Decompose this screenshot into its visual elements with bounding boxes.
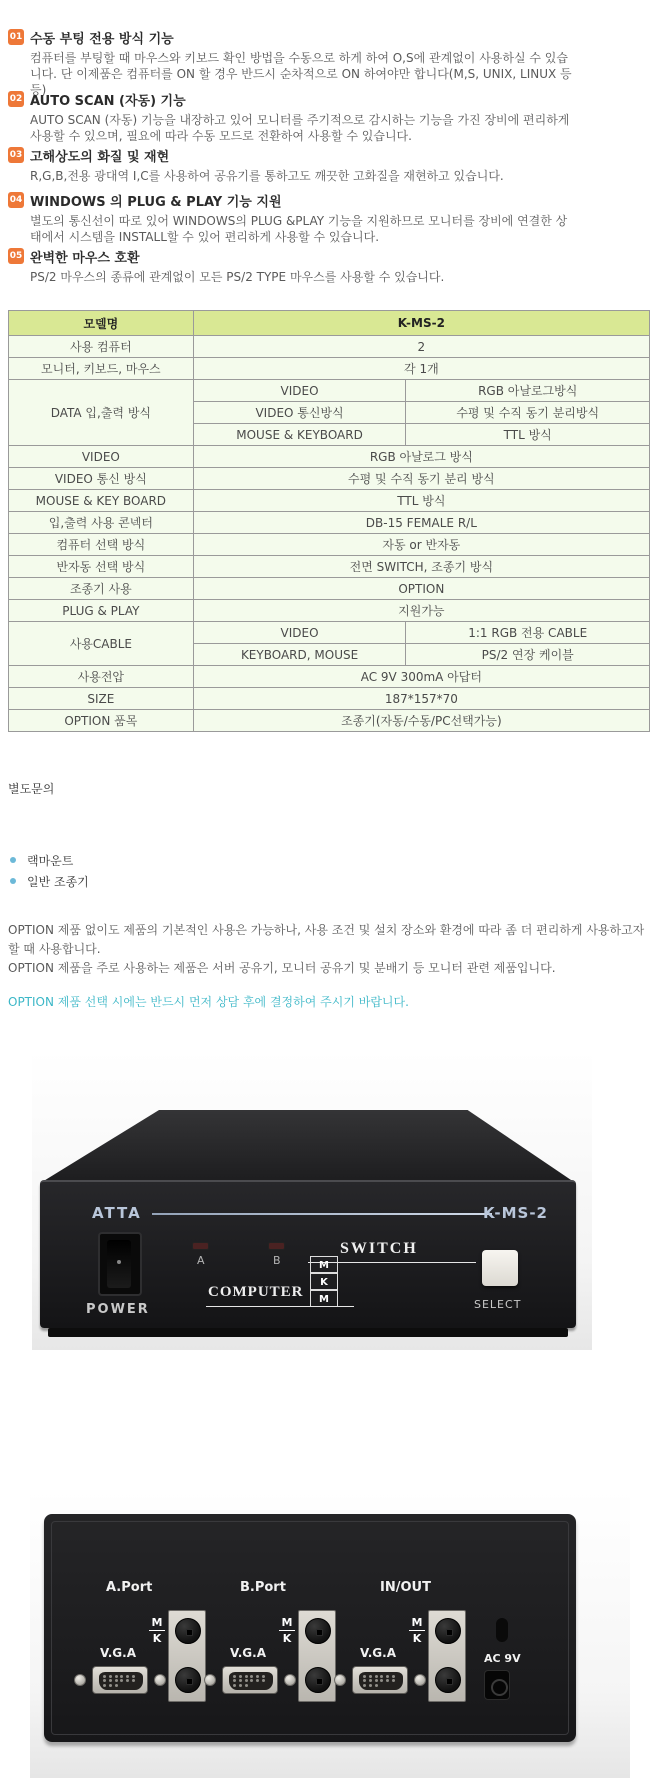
product-photo-front: [32, 1050, 592, 1350]
row-value: 조종기(자동/수동/PC선택가능): [193, 710, 649, 732]
ac-power-label: AC 9V: [484, 1652, 521, 1665]
port-inout-vga-connector: [352, 1666, 408, 1694]
feature-number-badge: 05: [8, 248, 24, 264]
feature-title: 수동 부팅 전용 방식 기능: [30, 32, 174, 47]
select-label: SELECT: [474, 1298, 522, 1311]
inquiry-note: 별도문의: [8, 782, 55, 796]
table-row: [9, 468, 650, 490]
vga-screw: [334, 1674, 346, 1686]
row-label: VIDEO 통신 방식: [9, 468, 194, 490]
table-row: [9, 512, 650, 534]
led-a-indicator: [192, 1242, 209, 1250]
vga-screw: [284, 1674, 296, 1686]
vga-pins: [363, 1675, 399, 1687]
mk-fraction-line: [409, 1630, 425, 1631]
vent-slot: [496, 1618, 508, 1642]
row-value: 수평 및 수직 동기 분리방식: [406, 402, 650, 424]
brand-divider-line: [152, 1213, 492, 1215]
row-label: OPTION 품목: [9, 710, 194, 732]
brand-text: ATTA: [92, 1204, 142, 1222]
device-base: [48, 1328, 568, 1337]
table-row: [9, 666, 650, 688]
port-a-mk-label: [148, 1616, 166, 1645]
port-b-mk-label: [278, 1616, 296, 1645]
row-value: RGB 아날로그방식: [406, 380, 650, 402]
row-value: PS/2 연장 케이블: [406, 644, 650, 666]
vga-screw: [154, 1674, 166, 1686]
ps2-mouse-connector: [435, 1618, 461, 1644]
row-value: 수평 및 수직 동기 분리 방식: [193, 468, 649, 490]
port-a-ps2-plate: [168, 1610, 206, 1702]
power-switch: [98, 1232, 142, 1296]
row-label: VIDEO: [9, 446, 194, 468]
table-row: [9, 534, 650, 556]
header-model-label: 모델명: [9, 311, 194, 336]
table-row: [9, 490, 650, 512]
bullet-icon: [10, 857, 16, 863]
table-header-row: [9, 311, 650, 336]
feature-title: WINDOWS 의 PLUG & PLAY 기능 지원: [30, 195, 282, 210]
row-value: DB-15 FEMALE R/L: [193, 512, 649, 534]
feature-number-badge: 04: [8, 192, 24, 208]
vga-pins: [103, 1675, 139, 1687]
row-label: 조종기 사용: [9, 578, 194, 600]
feature-number-badge: 01: [8, 29, 24, 45]
row-label: 컴퓨터 선택 방식: [9, 534, 194, 556]
dc-power-jack: [484, 1670, 510, 1700]
vga-screw: [74, 1674, 86, 1686]
table-row: [9, 380, 650, 402]
port-b-vga-label: V.G.A: [230, 1646, 266, 1660]
row-label: PLUG & PLAY: [9, 600, 194, 622]
row-value: 지원가능: [193, 600, 649, 622]
row-label: 입,출력 사용 콘넥터: [9, 512, 194, 534]
device-front-face: [40, 1180, 576, 1328]
model-text: K-MS-2: [483, 1204, 548, 1222]
mkm-k: K: [310, 1273, 338, 1290]
option-list-item: [10, 873, 89, 890]
row-subname: KEYBOARD, MOUSE: [193, 644, 406, 666]
m-label: M: [281, 1616, 293, 1629]
feature-body: R,G,B,전용 광대역 I,C를 사용하여 공유기를 통하고도 깨끗한 고화질을 재현하고 있습니다.: [30, 169, 504, 183]
row-value: AC 9V 300mA 아답터: [193, 666, 649, 688]
ps2-keyboard-connector: [175, 1667, 201, 1693]
row-label: 사용 컴퓨터: [9, 336, 194, 358]
k-label: K: [152, 1632, 162, 1645]
brand-row: [40, 1204, 576, 1224]
row-subname: VIDEO: [193, 380, 406, 402]
row-subname: MOUSE & KEYBOARD: [193, 424, 406, 446]
row-value: 자동 or 반자동: [193, 534, 649, 556]
row-value: 각 1개: [193, 358, 649, 380]
option-label: 일반 조종기: [27, 875, 89, 889]
led-b-label: B: [273, 1254, 281, 1267]
product-photo-rear: [30, 1490, 630, 1778]
select-button: [482, 1250, 518, 1286]
m-label: M: [151, 1616, 163, 1629]
feature-title: 고해상도의 화질 및 재현: [30, 150, 170, 165]
option-description: [8, 921, 656, 978]
power-rocker: [107, 1240, 131, 1288]
row-label: 모니터, 키보드, 마우스: [9, 358, 194, 380]
table-row: [9, 358, 650, 380]
option-paragraph-1: OPTION 제품 없이도 제품의 기본적인 사용은 가능하나, 사용 조건 및 설치 장소와 환경에 따라 좀 더 편리하게 사용하고자 할 때 사용합니다.: [8, 923, 645, 956]
row-label: 사용CABLE: [9, 622, 194, 666]
mkm-m2: M: [310, 1290, 338, 1307]
row-value: TTL 방식: [193, 490, 649, 512]
feature-item-2: [8, 90, 628, 144]
port-b-label: B.Port: [240, 1580, 286, 1595]
header-model-value: K-MS-2: [193, 311, 649, 336]
k-label: K: [412, 1632, 422, 1645]
port-a-vga-label: V.G.A: [100, 1646, 136, 1660]
switch-word: SWITCH: [340, 1240, 418, 1257]
device-top-face: [42, 1110, 574, 1182]
row-label: DATA 입,출력 방식: [9, 380, 194, 446]
port-inout-ps2-plate: [428, 1610, 466, 1702]
port-a-vga-connector: [92, 1666, 148, 1694]
table-row: [9, 600, 650, 622]
feature-title: AUTO SCAN (자동) 기능: [30, 94, 186, 109]
bullet-icon: [10, 878, 16, 884]
ps2-mouse-connector: [175, 1618, 201, 1644]
table-row: [9, 336, 650, 358]
table-row: [9, 578, 650, 600]
ps2-keyboard-connector: [435, 1667, 461, 1693]
row-label: 사용전압: [9, 666, 194, 688]
vga-screw: [414, 1674, 426, 1686]
feature-body: PS/2 마우스의 종류에 관계없이 모든 PS/2 TYPE 마우스를 사용할 수 있습니다.: [30, 270, 445, 284]
row-label: SIZE: [9, 688, 194, 710]
mk-fraction-line: [149, 1630, 165, 1631]
row-subname: VIDEO: [193, 622, 406, 644]
row-value: 전면 SWITCH, 조종기 방식: [193, 556, 649, 578]
option-list-item: [10, 852, 73, 869]
feature-item-1: [8, 28, 628, 98]
computer-word: COMPUTER: [208, 1284, 304, 1300]
port-b-vga-connector: [222, 1666, 278, 1694]
computer-underline: [206, 1306, 354, 1307]
power-dot: [117, 1260, 121, 1264]
vga-pins: [233, 1675, 269, 1687]
port-inout-mk-label: [408, 1616, 426, 1645]
vga-screw: [204, 1674, 216, 1686]
ps2-mouse-connector: [305, 1618, 331, 1644]
option-paragraph-2: OPTION 제품을 주로 사용하는 제품은 서버 공유기, 모니터 공유기 및 분배기 등 모니터 관련 제품입니다.: [8, 961, 556, 975]
row-label: 반자동 선택 방식: [9, 556, 194, 578]
mkm-diagram: [310, 1256, 338, 1307]
feature-item-5: [8, 247, 628, 285]
feature-body: AUTO SCAN (자동) 기능을 내장하고 있어 모니터를 주기적으로 감시하는 기능을 가진 장비에 편리하게 사용할 수 있으며, 필요에 따라 수동 모드로 전환하여 사용할 수 있습니다.: [30, 113, 570, 143]
feature-title: 완벽한 마우스 호환: [30, 251, 140, 266]
power-label: POWER: [86, 1302, 150, 1317]
table-row: [9, 688, 650, 710]
spec-table: [8, 310, 650, 732]
row-value: 1:1 RGB 전용 CABLE: [406, 622, 650, 644]
row-value: TTL 방식: [406, 424, 650, 446]
table-row: [9, 556, 650, 578]
table-row: [9, 710, 650, 732]
port-a-label: A.Port: [106, 1580, 153, 1595]
mk-fraction-line: [279, 1630, 295, 1631]
device-rear-face: [44, 1514, 576, 1742]
row-value: 187*157*70: [193, 688, 649, 710]
row-subname: VIDEO 통신방식: [193, 402, 406, 424]
port-inout-vga-label: V.G.A: [360, 1646, 396, 1660]
row-value: 2: [193, 336, 649, 358]
feature-number-badge: 03: [8, 147, 24, 163]
option-warning: OPTION 제품 선택 시에는 반드시 먼저 상담 후에 결정하여 주시기 바랍니다.: [8, 995, 409, 1009]
feature-item-3: [8, 146, 628, 184]
led-b-indicator: [268, 1242, 285, 1250]
feature-number-badge: 02: [8, 91, 24, 107]
ps2-keyboard-connector: [305, 1667, 331, 1693]
mkm-m1: M: [310, 1256, 338, 1273]
m-label: M: [411, 1616, 423, 1629]
feature-item-4: [8, 191, 628, 245]
table-row: [9, 622, 650, 644]
option-label: 랙마운트: [27, 854, 74, 868]
row-value: OPTION: [193, 578, 649, 600]
row-label: MOUSE & KEY BOARD: [9, 490, 194, 512]
table-row: [9, 446, 650, 468]
k-label: K: [282, 1632, 292, 1645]
port-inout-label: IN/OUT: [380, 1580, 431, 1595]
feature-body: 컴퓨터를 부팅할 때 마우스와 키보드 확인 방법을 수동으로 하게 하여 O,S에 관계없이 사용하실 수 있습니다. 단 이제품은 컴퓨터를 ON 할 경우 반드시 순차적으로 ON 하여야만 합니다(M,S, UNIX, LINUX 등등): [30, 51, 572, 97]
led-a-label: A: [197, 1254, 205, 1267]
feature-body: 별도의 통신선이 따로 있어 WINDOWS의 PLUG &PLAY 기능을 지원하므로 모니터를 장비에 연결한 상태에서 시스템을 INSTALL할 수 있어 편리하게 사용할 수 있습니다.: [30, 214, 568, 244]
port-b-ps2-plate: [298, 1610, 336, 1702]
row-value: RGB 아날로그 방식: [193, 446, 649, 468]
